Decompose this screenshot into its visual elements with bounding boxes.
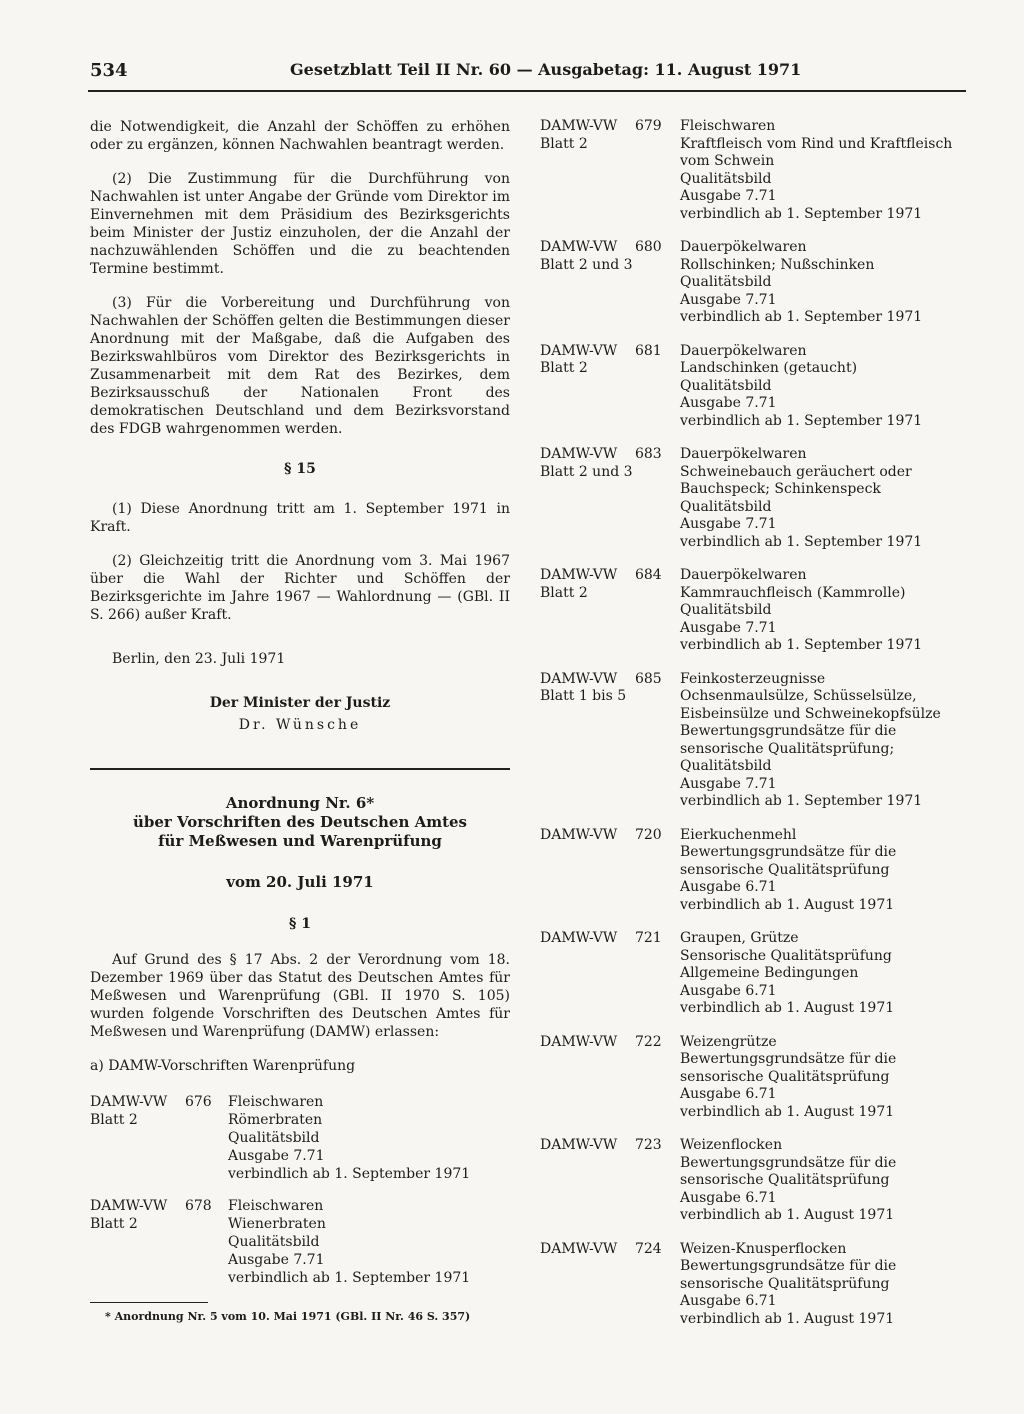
- regulation-sheet: Blatt 2: [540, 360, 588, 376]
- regulation-entry: [540, 1034, 970, 1122]
- regulation-sheet: Blatt 2: [90, 1216, 138, 1232]
- regulation-detail-line: Feinkosterzeugnisse: [680, 670, 826, 687]
- regulation-detail-line: Weizenflocken: [680, 1137, 783, 1153]
- page-header: Gesetzblatt Teil II Nr. 60 — Ausgabetag: 11. August 1971: [290, 60, 802, 79]
- regulation-details: [680, 239, 970, 327]
- regulation-detail-line: Dauerpökelwaren: [680, 567, 807, 583]
- regulation-detail-line: Ausgabe 6.71: [680, 1086, 777, 1102]
- regulation-details: [680, 1137, 970, 1225]
- regulation-code: DAMW-VW 720: [540, 826, 662, 843]
- regulation-sheet: Blatt 2 und 3: [540, 256, 633, 273]
- regulation-detail-line: Weizen-Knusperflocken: [680, 1240, 847, 1257]
- regulation-details: Fleischwaren Römerbraten Qualitätsbild Ausgabe 7.71 verbindlich ab 1. September 1971: [228, 1094, 471, 1182]
- regulation-code: DAMW-VW 683: [540, 446, 662, 462]
- regulation-id: [90, 1197, 228, 1287]
- regulation-detail-line: verbindlich ab 1. August 1971: [680, 1000, 895, 1016]
- regulation-id: [540, 118, 680, 223]
- regulation-sheet: Blatt 2: [90, 1112, 138, 1128]
- regulation-id: [540, 930, 680, 1018]
- regulation-detail-line: Fleischwaren: [680, 118, 776, 134]
- regulation-code: DAMW-VW 723: [540, 1137, 662, 1153]
- regulation-detail-line: Qualitätsbild: [680, 274, 772, 290]
- regulation-entry: [540, 446, 970, 551]
- regulation-id: [540, 446, 680, 551]
- regulation-id: [540, 1137, 680, 1225]
- regulation-detail-line: verbindlich ab 1. August 1971: [680, 1207, 895, 1223]
- regulation-sheet: Blatt 2: [540, 584, 588, 601]
- regulation-details: Fleischwaren Wienerbraten Qualitätsbild Ausgabe 7.71 verbindlich ab 1. September 1971: [228, 1198, 471, 1286]
- regulation-detail-line: Weizengrütze: [680, 1033, 777, 1050]
- regulation-detail-line: Landschinken (getaucht): [680, 360, 858, 376]
- paragraph-continuation: die Notwendigkeit, die Anzahl der Schöffen zu erhöhen oder zu ergänzen, können Nachwahlen beantragt werden.: [90, 119, 510, 153]
- regulation-detail-line: Kraftfleisch vom Rind und Kraftfleisch vom Schwein: [680, 135, 953, 169]
- regulation-detail-line: verbindlich ab 1. August 1971: [680, 1103, 895, 1120]
- regulation-detail-line: Ausgabe 6.71: [680, 1293, 777, 1309]
- regulation-id: [540, 567, 680, 655]
- regulation-detail-line: verbindlich ab 1. September 1971: [680, 793, 923, 809]
- regulation-detail-line: Eierkuchenmehl: [680, 826, 797, 843]
- regulation-code: DAMW-VW 680: [540, 239, 662, 255]
- regulation-detail-line: Allgemeine Bedingungen: [680, 965, 859, 981]
- regulation-sheet: Blatt 2: [540, 135, 588, 152]
- ordinance-date: vom 20. Juli 1971: [226, 873, 374, 891]
- regulation-detail-line: Ausgabe 7.71: [680, 395, 777, 411]
- regulation-code: DAMW-VW 678: [90, 1198, 212, 1214]
- regulation-id: [540, 827, 680, 915]
- section-15-paragraph-1: (1) Diese Anordnung tritt am 1. September 1971 in Kraft.: [90, 501, 510, 535]
- regulation-detail-line: verbindlich ab 1. August 1971: [680, 896, 895, 913]
- regulation-detail-line: Kammrauchfleisch (Kammrolle): [680, 584, 906, 601]
- regulation-id: [540, 671, 680, 811]
- regulation-entry: [90, 1093, 510, 1183]
- regulation-code: DAMW-VW 676: [90, 1094, 212, 1110]
- regulation-entry: [540, 1241, 970, 1329]
- regulation-detail-line: verbindlich ab 1. August 1971: [680, 1310, 895, 1327]
- regulation-detail-line: Ausgabe 7.71: [680, 291, 777, 308]
- regulation-detail-line: Bewertungsgrundsätze für die sensorische Qualitätsprüfung: [680, 1258, 897, 1292]
- regulation-detail-line: Ausgabe 7.71: [680, 619, 777, 636]
- regulation-detail-line: Dauerpökelwaren: [680, 446, 807, 462]
- section-15-paragraph-2: (2) Gleichzeitig tritt die Anordnung vom 3. Mai 1967 über die Wahl der Richter und Schöffen der Bezirksgerichte im Jahre 1967 — Wahlordnung — (GBl. II S. 266) außer Kraft.: [90, 553, 510, 623]
- paragraph-2: (2) Die Zustimmung für die Durchführung von Nachwahlen ist unter Angabe der Gründe vom Direktor im Einvernehmen mit dem Präsidium des Bezirksgerichts beim Minister der Justiz einzuholen, der die Anzahl der nachzuwählenden Schöffen und die zu beachtenden Termine bestimmt.: [90, 171, 510, 277]
- regulation-detail-line: Qualitätsbild: [680, 170, 772, 187]
- regulation-code: DAMW-VW 681: [540, 342, 662, 359]
- regulation-detail-line: Sensorische Qualitätsprüfung: [680, 947, 892, 964]
- regulation-entry: [540, 567, 970, 655]
- page-number: 534: [90, 60, 128, 81]
- regulation-detail-line: Ausgabe 7.71: [680, 516, 777, 532]
- regulation-code: DAMW-VW 685: [540, 670, 662, 687]
- ordinance-title-line-3: für Meßwesen und Warenprüfung: [158, 832, 442, 850]
- regulation-detail-line: Bewertungsgrundsätze für die sensorische Qualitätsprüfung: [680, 844, 897, 878]
- regulation-detail-line: Ausgabe 7.71: [680, 775, 777, 792]
- regulation-id: [90, 1093, 228, 1183]
- regulation-id: [540, 1034, 680, 1122]
- right-column: [540, 118, 970, 1344]
- regulation-detail-line: Qualitätsbild: [680, 498, 772, 515]
- place-and-date: Berlin, den 23. Juli 1971: [112, 651, 286, 667]
- regulation-sheet: Blatt 2 und 3: [540, 463, 633, 480]
- regulation-detail-line: Bewertungsgrundsätze für die sensorische Qualitätsprüfung: [680, 1154, 897, 1188]
- regulation-detail-line: Qualitätsbild: [680, 377, 772, 394]
- regulation-detail-line: verbindlich ab 1. September 1971: [680, 205, 923, 222]
- regulation-entry: [540, 827, 970, 915]
- regulation-detail-line: Bewertungsgrundsätze für die sensorische Qualitätsprüfung: [680, 1051, 897, 1085]
- regulation-details: [680, 827, 970, 915]
- regulation-code: DAMW-VW 721: [540, 930, 662, 946]
- header-divider: [88, 90, 966, 92]
- regulation-sheet: Blatt 1 bis 5: [540, 688, 627, 704]
- paragraph-3: (3) Für die Vorbereitung und Durchführung von Nachwahlen der Schöffen gelten die Bestimmungen dieser Anordnung mit der Maßgabe, daß die Aufgaben des Bezirkswahlbüros vom Direktor des Bezirksgerichts in Zusammenarbeit mit dem Rat des Bezirkes, dem Bezirksausschuß der Nationalen Front des demokratischen Deutschland und dem Bezirksvorstand des FDGB wahrgenommen werden.: [90, 295, 510, 437]
- regulation-detail-line: Ausgabe 7.71: [680, 188, 777, 204]
- regulation-details: [680, 567, 970, 655]
- signatory-title: Der Minister der Justiz: [209, 695, 391, 711]
- regulation-details: [680, 343, 970, 431]
- footnote-divider: [90, 1302, 208, 1303]
- section-1-text: Auf Grund des § 17 Abs. 2 der Verordnung vom 18. Dezember 1969 über das Statut des Deutschen Amtes für Meßwesen und Warenprüfung (GBl. II 1970 S. 105) wurden folgende Vorschriften des Deutschen Amtes für Meßwesen und Warenprüfung (DAMW) erlassen:: [90, 952, 510, 1040]
- regulation-entry: [540, 343, 970, 431]
- regulation-details: [680, 118, 970, 223]
- regulation-detail-line: Graupen, Grütze: [680, 930, 799, 946]
- regulation-entry: [540, 671, 970, 811]
- regulation-detail-line: Ausgabe 6.71: [680, 1189, 777, 1206]
- regulation-detail-line: Rollschinken; Nußschinken: [680, 256, 875, 273]
- regulation-detail-line: Bewertungsgrundsätze für die sensorische Qualitätsprüfung; Qualitätsbild: [680, 723, 897, 774]
- regulation-details: [680, 1241, 970, 1329]
- ordinance-title-line-2: über Vorschriften des Deutschen Amtes: [132, 813, 468, 831]
- ordinance-title-line-1: Anordnung Nr. 6*: [225, 794, 375, 812]
- regulation-code: DAMW-VW 684: [540, 567, 662, 583]
- section-heading-15: § 15: [284, 461, 316, 477]
- regulation-detail-line: Ochsenmaulsülze, Schüsselsülze, Eisbeinsülze und Schweinekopfsülze: [680, 688, 941, 722]
- regulation-detail-line: Dauerpökelwaren: [680, 342, 807, 359]
- regulation-detail-line: Schweinebauch geräuchert oder Bauchspeck; Schinkenspeck: [680, 463, 912, 497]
- regulation-entry: [540, 930, 970, 1018]
- regulation-detail-line: verbindlich ab 1. September 1971: [680, 309, 923, 325]
- left-column: [90, 118, 510, 1301]
- regulation-detail-line: verbindlich ab 1. September 1971: [680, 412, 923, 429]
- regulation-detail-line: verbindlich ab 1. September 1971: [680, 637, 923, 653]
- section-divider: [90, 768, 510, 770]
- list-subheading: a) DAMW-Vorschriften Warenprüfung: [90, 1058, 356, 1074]
- regulation-entry: [540, 1137, 970, 1225]
- section-heading-1: § 1: [289, 916, 311, 932]
- regulation-entry: [90, 1197, 510, 1287]
- regulation-detail-line: Dauerpökelwaren: [680, 239, 807, 255]
- regulation-details: [680, 1034, 970, 1122]
- regulation-detail-line: Ausgabe 6.71: [680, 982, 777, 999]
- regulation-id: [540, 1241, 680, 1329]
- regulation-entry: [540, 118, 970, 223]
- regulation-details: [680, 930, 970, 1018]
- regulation-details: [680, 671, 970, 811]
- regulation-detail-line: Qualitätsbild: [680, 602, 772, 618]
- regulation-entry: [540, 239, 970, 327]
- regulation-detail-line: Ausgabe 6.71: [680, 879, 777, 895]
- regulation-id: [540, 239, 680, 327]
- regulation-details: [680, 446, 970, 551]
- regulation-id: [540, 343, 680, 431]
- signatory-name: Dr. Wünsche: [238, 717, 362, 733]
- regulation-code: DAMW-VW 722: [540, 1033, 662, 1050]
- regulation-detail-line: verbindlich ab 1. September 1971: [680, 533, 923, 550]
- footnote: * Anordnung Nr. 5 vom 10. Mai 1971 (GBl. II Nr. 46 S. 357): [105, 1310, 471, 1323]
- regulation-code: DAMW-VW 679: [540, 118, 662, 134]
- regulation-code: DAMW-VW 724: [540, 1240, 662, 1257]
